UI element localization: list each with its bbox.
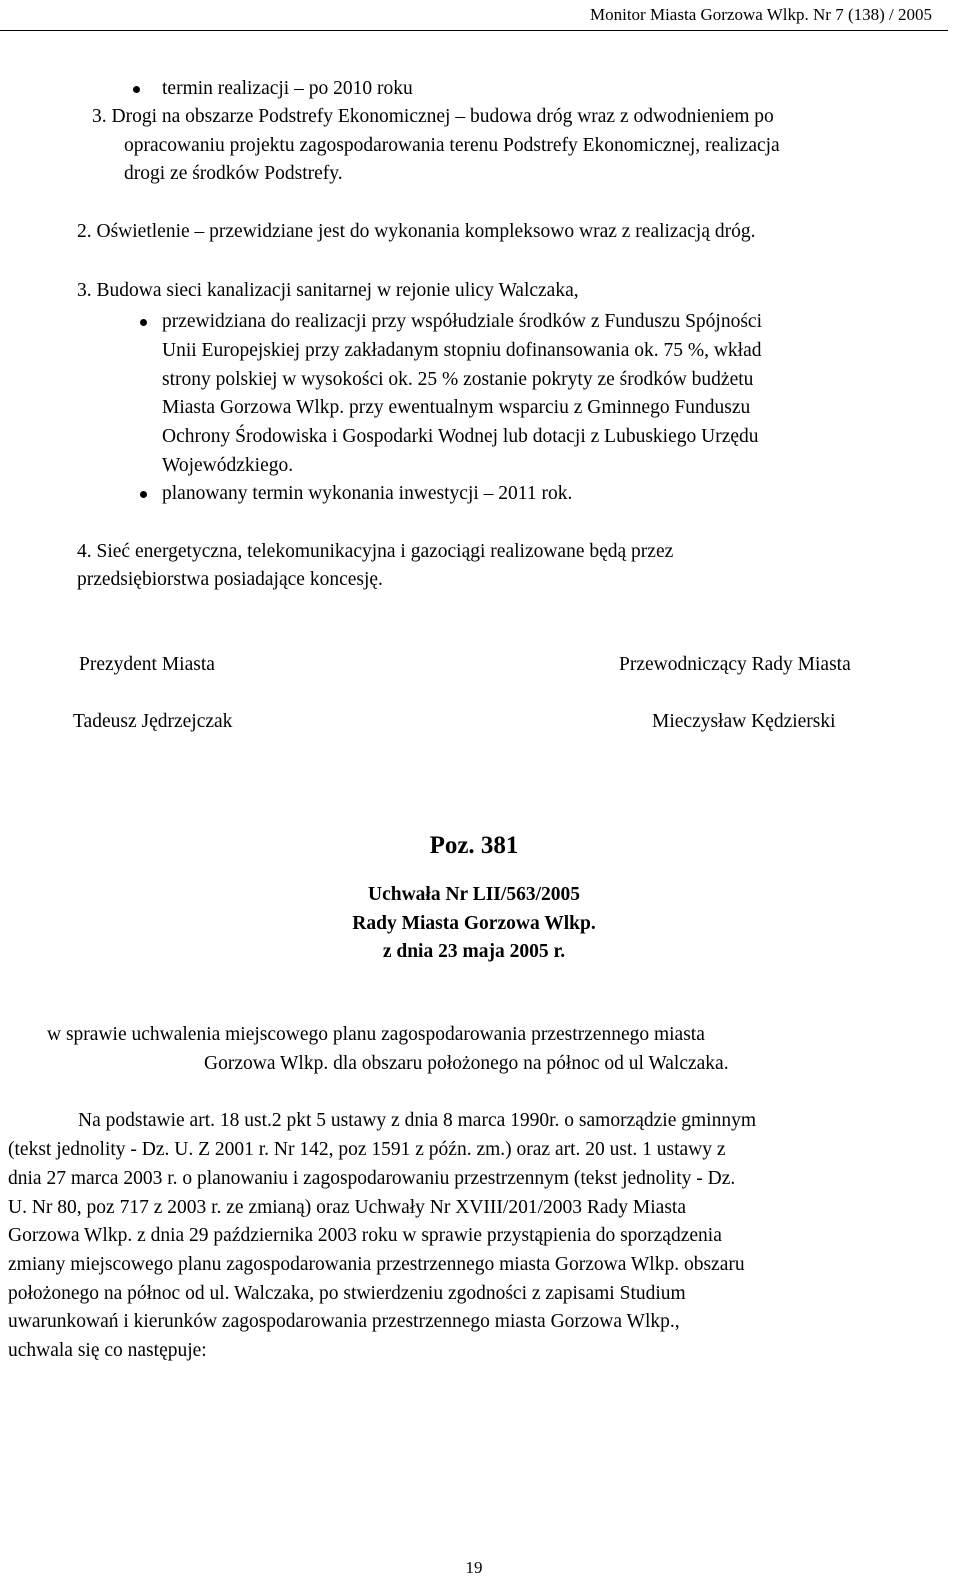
resolution-date: z dnia 23 maja 2005 r. <box>382 941 566 962</box>
bullet-icon <box>140 319 147 326</box>
page-header <box>0 0 948 32</box>
section3-bullet2: planowany termin wykonania inwestycji – 2011 rok. <box>162 483 573 504</box>
resolution-subject-line: w sprawie uchwalenia miejscowego planu zagospodarowania przestrzennego miasta <box>47 1024 705 1045</box>
item3-line: drogi ze środków Podstrefy. <box>124 163 343 184</box>
resolution-body-line: położonego na północ od ul. Walczaka, po stwierdzeniu zgodności z zapisami Studium <box>8 1283 686 1304</box>
section3-bullet1-line: Miasta Gorzowa Wlkp. przy ewentualnym wsparciu z Gminnego Funduszu <box>162 397 751 418</box>
resolution-body-line: U. Nr 80, poz 717 z 2003 r. ze zmianą) oraz Uchwały Nr XVIII/201/2003 Rady Miasta <box>8 1197 686 1218</box>
header-title: Monitor Miasta Gorzowa Wlkp. Nr 7 (138) / 2005 <box>590 5 932 24</box>
resolution-number: Uchwała Nr LII/563/2005 <box>368 884 580 905</box>
signature-right-name: Mieczysław Kędzierski <box>652 711 836 732</box>
section4-line: 4. Sieć energetyczna, telekomunikacyjna i gazociągi realizowane będą przez <box>77 541 674 562</box>
resolution-subject-line: Gorzowa Wlkp. dla obszaru położonego na północ od ul Walczaka. <box>204 1053 729 1074</box>
bullet-icon <box>133 86 140 93</box>
resolution-body-line: uwarunkowań i kierunków zagospodarowania przestrzennego miasta Gorzowa Wlkp., <box>8 1311 680 1332</box>
section3-bullet1-line: strony polskiej w wysokości ok. 25 % zostanie pokryty ze środków budżetu <box>162 369 754 390</box>
section4-line: przedsiębiorstwa posiadające koncesję. <box>77 569 383 590</box>
page-number: 19 <box>465 1558 483 1577</box>
section3-bullet1-line: Ochrony Środowiska i Gospodarki Wodnej lub dotacji z Lubuskiego Urzędu <box>162 426 759 447</box>
resolution-body-line: Na podstawie art. 18 ust.2 pkt 5 ustawy z dnia 8 marca 1990r. o samorządzie gminnym <box>78 1110 757 1131</box>
section3-bullet1-line: przewidziana do realizacji przy współudziale środków z Funduszu Spójności <box>162 311 762 332</box>
bullet-icon <box>140 491 147 498</box>
section2-text: 2. Oświetlenie – przewidziane jest do wykonania kompleksowo wraz z realizacją dróg. <box>77 221 756 242</box>
item3-line: 3. Drogi na obszarze Podstrefy Ekonomicznej – budowa dróg wraz z odwodnieniem po <box>92 106 774 127</box>
header-rule <box>0 30 948 31</box>
resolution-body-line: zmiany miejscowego planu zagospodarowania przestrzennego miasta Gorzowa Wlkp. obszaru <box>8 1254 745 1275</box>
resolution-council: Rady Miasta Gorzowa Wlkp. <box>352 913 596 934</box>
resolution-body-line: dnia 27 marca 2003 r. o planowaniu i zagospodarowaniu przestrzennym (tekst jednolity - Dz. <box>8 1168 736 1189</box>
signature-right-title: Przewodniczący Rady Miasta <box>619 654 851 675</box>
resolution-body-line: (tekst jednolity - Dz. U. Z 2001 r. Nr 142, poz 1591 z późn. zm.) oraz art. 20 ust. 1 ustawy z <box>8 1139 726 1160</box>
section3-bullet1-line: Wojewódzkiego. <box>162 455 294 476</box>
top-bullet-text: termin realizacji – po 2010 roku <box>162 78 413 99</box>
poz-number: Poz. 381 <box>429 832 519 859</box>
signature-left-name: Tadeusz Jędrzejczak <box>73 711 233 732</box>
resolution-body-line: Gorzowa Wlkp. z dnia 29 października 2003 roku w sprawie przystąpienia do sporządzenia <box>8 1225 722 1246</box>
section3-heading: 3. Budowa sieci kanalizacji sanitarnej w rejonie ulicy Walczaka, <box>77 280 579 301</box>
resolution-body-line: uchwala się co następuje: <box>8 1340 207 1361</box>
item3-line: opracowaniu projektu zagospodarowania terenu Podstrefy Ekonomicznej, realizacja <box>124 135 780 156</box>
signature-left-title: Prezydent Miasta <box>79 654 215 675</box>
section3-bullet1-line: Unii Europejskiej przy zakładanym stopniu dofinansowania ok. 75 %, wkład <box>162 340 762 361</box>
